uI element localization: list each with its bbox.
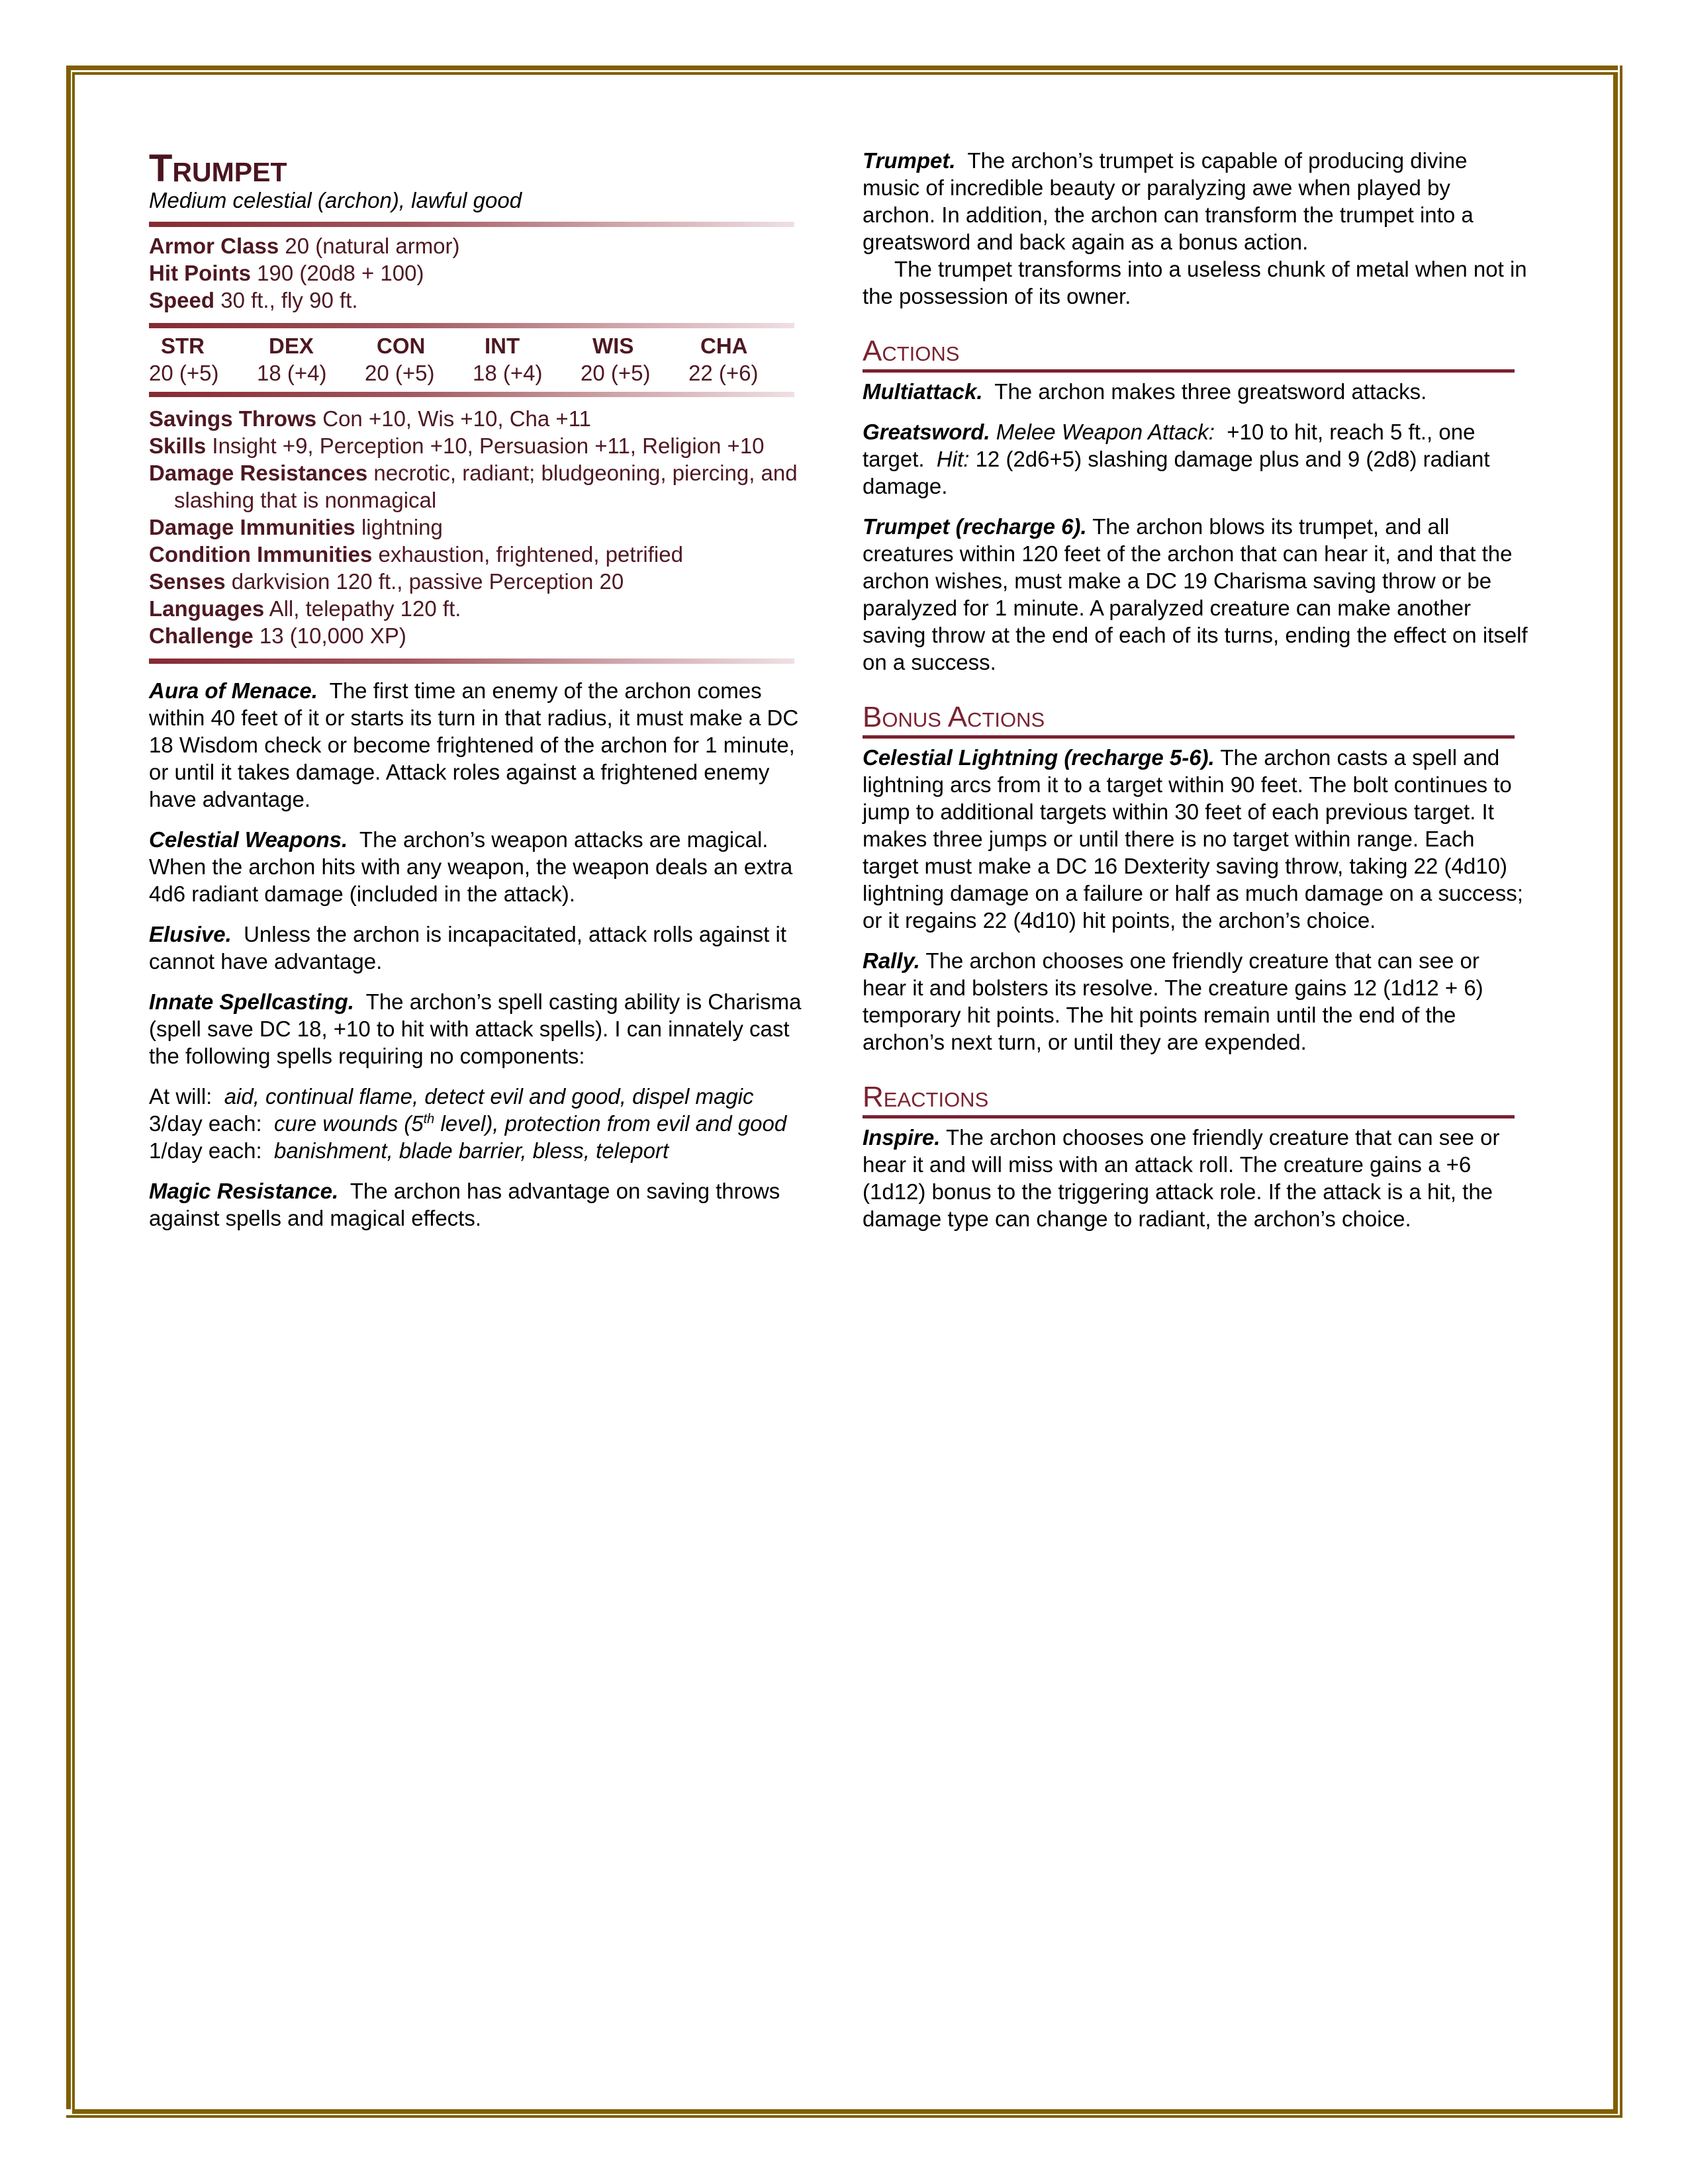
ability-score: 18 (+4) (473, 361, 543, 385)
property-value: lightning (361, 515, 443, 539)
property-damage-immunities (149, 514, 804, 541)
divider-rule (149, 323, 794, 328)
property-value: exhaustion, frightened, petrified (378, 542, 683, 567)
traits (149, 677, 804, 1232)
section-heading-actions: Actions (863, 335, 960, 367)
trait-text: The archon has advantage on saving throws against spells and magical effects. (149, 1179, 780, 1230)
trait-celestial-weapons (149, 826, 804, 907)
ability-score: 22 (+6) (688, 361, 759, 385)
spell-names-part: level), protection from evil and good (434, 1111, 787, 1136)
spell-frequency: 1/day each: (149, 1138, 262, 1163)
ability-dex (257, 332, 365, 387)
action-name: Inspire. (863, 1125, 941, 1150)
property-label: Damage Immunities (149, 515, 355, 539)
spell-names: aid, continual flame, detect evil and good, dispel magic (224, 1084, 754, 1109)
speed-label: Speed (149, 288, 215, 312)
hit-points-value: 190 (20d8 + 100) (257, 261, 424, 285)
spell-row-3-day (149, 1110, 804, 1137)
hit-points-label: Hit Points (149, 261, 251, 285)
armor-class (149, 232, 804, 259)
reaction-inspire (863, 1124, 1528, 1232)
ability-con (365, 332, 473, 387)
property-value: Insight +9, Perception +10, Persuasion +11, Religion +10 (212, 433, 765, 458)
trait-name: Aura of Menace. (149, 678, 318, 703)
action-greatsword (863, 418, 1528, 500)
property-languages (149, 595, 804, 622)
trait-magic-resistance (149, 1177, 804, 1232)
border-top-thick (66, 66, 1618, 70)
property-label: Condition Immunities (149, 542, 373, 567)
ability-score: 20 (+5) (581, 361, 651, 385)
section-heading-reactions: Reactions (863, 1081, 989, 1113)
trait-text: The archon’s trumpet is capable of producing divine music of incredible beauty or paralyzing awe when played by archon. In addition, the archon can transform the trumpet into a greatsword and back again as a bonus action. (863, 148, 1474, 254)
hit-points (149, 259, 804, 287)
property-label: Languages (149, 596, 265, 621)
ordinal-suffix: th (423, 1112, 435, 1126)
property-value: Con +10, Wis +10, Cha +11 (322, 406, 591, 431)
bonus-action-rally (863, 947, 1528, 1056)
trait-text: The archon’s spell casting ability is Charisma (spell save DC 18, +10 to hit with attack spells). I can innately cast the following spells requiring no components: (149, 989, 802, 1068)
section-heading-bonus-actions: Bonus Actions (863, 701, 1045, 733)
divider-rule (149, 222, 794, 227)
spell-frequency: 3/day each: (149, 1111, 262, 1136)
border-bottom-thin (66, 2115, 1622, 2118)
attack-type: Melee Weapon Attack: (996, 420, 1215, 444)
trait-name: Celestial Weapons. (149, 827, 348, 852)
creature-properties (149, 405, 804, 649)
border-right-thick (1613, 72, 1618, 2114)
action-name: Greatsword. (863, 420, 990, 444)
property-condition-immunities (149, 541, 804, 568)
spell-names: banishment, blade barrier, bless, teleport (273, 1138, 669, 1163)
property-label: Challenge (149, 623, 254, 648)
property-damage-resistances (149, 459, 804, 514)
trait-name: Trumpet. (863, 148, 956, 173)
trait-elusive (149, 921, 804, 975)
section-rule (863, 735, 1515, 739)
action-multiattack (863, 378, 1528, 405)
armor-class-label: Armor Class (149, 234, 279, 258)
creature-type-line: Medium celestial (archon), lawful good (149, 188, 522, 212)
border-right-thin (1620, 66, 1622, 2117)
ability-str (149, 332, 257, 387)
property-label: Savings Throws (149, 406, 317, 431)
border-left-thick (66, 66, 71, 2109)
ability-score: 20 (+5) (149, 361, 219, 385)
spell-names-part: cure wounds (5 (273, 1111, 424, 1136)
action-text: The archon chooses one friendly creature that can see or hear it and bolsters its resolve. The creature gains 12 (1d12 + 6) temporary hit points. The hit points remain until the end of the archon’s next turn, or until they are expended. (863, 948, 1483, 1054)
action-text: The archon makes three greatsword attacks. (994, 379, 1427, 404)
property-value: necrotic, radiant; bludgeoning, piercing, and slashing that is nonmagical (174, 461, 798, 512)
property-senses (149, 568, 804, 595)
trait-aura-of-menace (149, 677, 804, 813)
trait-innate-spellcasting (149, 988, 804, 1069)
action-trumpet (863, 513, 1528, 676)
trait-text: The archon’s weapon attacks are magical. When the archon hits with any weapon, the weapon deals an extra 4d6 radiant damage (included in the attack). (149, 827, 793, 906)
property-label: Skills (149, 433, 207, 458)
trait-name: Elusive. (149, 922, 232, 946)
action-name: Trumpet (recharge 6). (863, 514, 1087, 539)
core-stats (149, 232, 804, 314)
border-bottom-thick (72, 2109, 1618, 2114)
property-value: darkvision 120 ft., passive Perception 20 (231, 569, 624, 594)
section-rule (863, 1115, 1515, 1118)
ability-score: 20 (+5) (365, 361, 435, 385)
spell-row-1-day (149, 1137, 804, 1164)
spell-frequency: At will: (149, 1084, 212, 1109)
ability-name: WIS (592, 334, 634, 358)
speed-value: 30 ft., fly 90 ft. (220, 288, 358, 312)
action-text: The archon chooses one friendly creature that can see or hear it and will miss with an attack roll. The creature gains a +6 (1d12) bonus to the triggering attack role. If the attack is a hit, the damage type can change to radiant, the archon’s choice. (863, 1125, 1500, 1231)
action-name: Multiattack. (863, 379, 983, 404)
property-label: Damage Resistances (149, 461, 368, 485)
action-text: The archon blows its trumpet, and all creatures within 120 feet of the archon that can hear it, and that the archon wishes, must make a DC 19 Charisma saving throw or be paralyzed for 1 minute. A paralyzed creature can make another saving throw at the end of each of its turns, ending the effect on itself on a success. (863, 514, 1528, 674)
divider-rule (149, 392, 794, 397)
ability-name: INT (485, 334, 520, 358)
action-text: +10 to hit, reach 5 ft., one target. (863, 420, 1476, 471)
armor-class-value: 20 (natural armor) (285, 234, 460, 258)
property-value: 13 (10,000 XP) (259, 623, 406, 648)
section-rule (863, 369, 1515, 373)
property-label: Senses (149, 569, 226, 594)
ability-name: CHA (700, 334, 748, 358)
ability-name: DEX (269, 334, 314, 358)
ability-name: CON (377, 334, 426, 358)
ability-cha (688, 332, 796, 387)
spell-list (149, 1083, 804, 1164)
divider-rule (149, 659, 794, 664)
trait-trumpet (863, 147, 1528, 255)
ability-name: STR (161, 334, 205, 358)
property-value: All, telepathy 120 ft. (269, 596, 461, 621)
property-saving-throws (149, 405, 804, 432)
trait-text: The first time an enemy of the archon comes within 40 feet of it or starts its turn in that radius, it must make a DC 18 Wisdom check or become frightened of the archon for 1 minute, or until it takes damage. Attack roles against a frightened enemy have advantage. (149, 678, 799, 811)
stat-block-right-column (863, 147, 1528, 1232)
creature-name: Trumpet (149, 147, 287, 190)
spell-row-at-will (149, 1083, 804, 1110)
trait-trumpet-continued: The trumpet transforms into a useless chunk of metal when not in the possession of its owner. (863, 257, 1527, 308)
trait-name: Magic Resistance. (149, 1179, 339, 1203)
ability-score: 18 (+4) (257, 361, 327, 385)
action-name: Rally. (863, 948, 920, 973)
ability-scores (149, 332, 798, 387)
ability-int (473, 332, 581, 387)
border-left-thin (72, 72, 75, 2109)
ability-wis (581, 332, 688, 387)
bonus-action-celestial-lightning (863, 744, 1528, 934)
trait-name: Innate Spellcasting. (149, 989, 354, 1014)
spell-names (274, 1111, 786, 1136)
border-top-thin (72, 72, 1613, 75)
stat-block-left-column (149, 147, 804, 1232)
action-text: The archon casts a spell and lightning arcs from it to a target within 90 feet. The bolt continues to jump to additional targets within 30 feet of each previous target. It makes three jumps or until there is no target within range. Each target must make a DC 16 Dexterity saving throw, taking 22 (4d10) lightning damage on a failure or half as much damage on a success; or it regains 22 (4d10) hit points, the archon’s choice. (863, 745, 1523, 933)
speed (149, 287, 804, 314)
property-skills (149, 432, 804, 459)
property-challenge (149, 622, 804, 649)
hit-label: Hit: (936, 447, 970, 471)
action-text: 12 (2d6+5) slashing damage plus and 9 (2d8) radiant damage. (863, 447, 1490, 498)
action-name: Celestial Lightning (recharge 5-6). (863, 745, 1215, 770)
trait-text: Unless the archon is incapacitated, attack rolls against it cannot have advantage. (149, 922, 787, 974)
